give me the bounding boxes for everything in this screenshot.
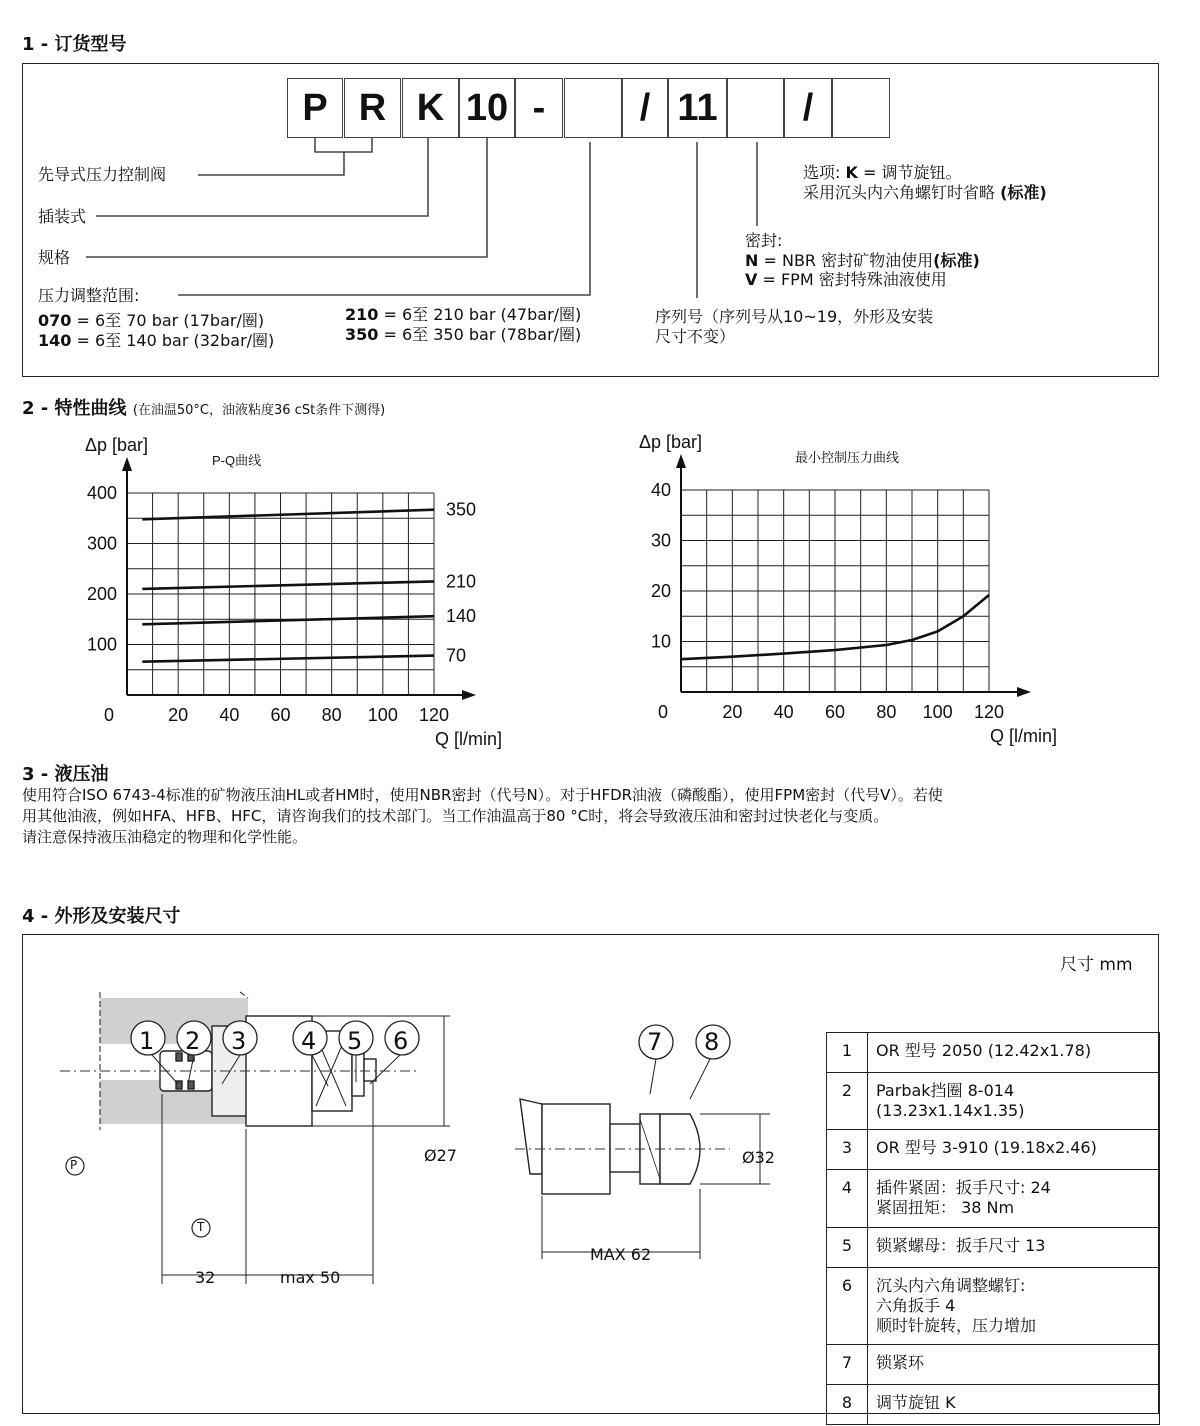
knob-version-drawing [520,1099,700,1194]
label-series-2: 尺寸不变） [655,327,736,346]
part-description: 锁紧螺母：扳手尺寸 13 [868,1228,1160,1268]
chart-title: 最小控制压力曲线 [795,450,900,465]
range-210: 210 = 6至 210 bar (47bar/圈) [345,305,582,324]
series-label-70: 70 [446,645,467,666]
x-axis-arrow [462,690,476,700]
part-description: OR 型号 3-910 (19.18x2.46) [868,1130,1160,1170]
x-tick-label: 0 [103,705,115,725]
x-tick-label: 120 [973,702,1005,722]
parts-row-5 [827,1228,1160,1268]
parts-row-1 [827,1033,1160,1073]
part-number: 2 [827,1073,868,1130]
part-description: 沉头内六角调整螺钉: 六角扳手 4 顺时针旋转，压力增加 [868,1268,1160,1345]
parts-row-4 [827,1170,1160,1228]
x-axis-label: Q [l/min] [434,729,502,749]
parts-table [826,1032,1160,1425]
dim-d27: Ø27 [424,1146,457,1165]
y-axis-label: Δp [bar] [85,435,149,455]
pq-chart [0,420,560,750]
section3-title: 3 - 液压油 [22,764,109,785]
label-pressure-range: 压力调整范围: [38,286,140,305]
part-description: 锁紧环 [868,1345,1160,1385]
oil-text-line2: 用其他油液，例如HFA、HFB、HFC，请咨询我们的技术部门。当工作油温高于80 °C时，将会导致液压油和密封过快老化与变质。 [22,807,889,825]
part-description: OR 型号 2050 (12.42x1.78) [868,1033,1160,1073]
x-axis-label: Q [l/min] [989,726,1057,746]
y-tick-label: 20 [650,581,671,601]
y-axis-label: Δp [bar] [639,432,703,452]
port-p-label: P [70,1158,78,1172]
y-axis-arrow [676,454,686,468]
part-description: 调节旋钮 K [868,1385,1160,1425]
y-axis-arrow [122,457,132,471]
dim-max50: max 50 [280,1268,341,1287]
code-cell-5: - [515,78,563,138]
series-label-350: 350 [446,499,477,520]
y-tick-label: 200 [86,584,117,604]
dim-d32: Ø32 [742,1148,775,1167]
x-tick-label: 20 [168,705,189,725]
port-t-label: T [197,1220,205,1234]
x-tick-label: 20 [722,702,743,722]
callout-3: 3 [231,1027,247,1055]
x-tick-label: 100 [922,702,953,722]
label-cartridge: 插装式 [38,207,87,226]
x-tick-label: 0 [657,702,669,722]
dimension-drawing [0,934,820,1414]
part-number: 6 [827,1268,868,1345]
part-number: 7 [827,1345,868,1385]
chart-grid [127,493,434,695]
x-tick-label: 80 [321,705,342,725]
oil-text-line3: 请注意保持液压油稳定的物理和化学性能。 [22,828,308,846]
x-tick-label: 80 [876,702,897,722]
y-tick-label: 30 [650,530,671,551]
dim-max62: MAX 62 [590,1245,652,1264]
part-number: 8 [827,1385,868,1425]
parts-row-6 [827,1268,1160,1345]
min-pressure-chart [600,420,1100,750]
y-tick-label: 400 [86,483,117,503]
seal-n: N = NBR 密封矿物油使用(标准) [745,251,980,270]
part-description: Parbak挡圈 8-014 (13.23x1.14x1.35) [868,1073,1160,1130]
y-tick-label: 300 [86,533,117,554]
x-tick-label: 40 [773,702,794,722]
x-tick-label: 60 [270,705,291,725]
option-k: 选项: K = 调节旋钮。 [803,163,962,182]
callout-1: 1 [139,1027,155,1055]
range-140: 140 = 6至 140 bar (32bar/圈) [38,331,275,350]
callout-5: 5 [347,1027,363,1055]
parts-row-3 [827,1130,1160,1170]
section4-title: 4 - 外形及安装尺寸 [22,906,181,927]
series-label-140: 140 [446,606,477,627]
callout-8: 8 [704,1028,720,1056]
code-cell-7: / [622,78,668,138]
x-tick-label: 100 [367,705,398,725]
series-label-210: 210 [446,571,477,592]
code-cell-2: R [344,78,401,138]
range-350: 350 = 6至 350 bar (78bar/圈) [345,325,582,344]
chart-title: P-Q曲线 [212,453,262,468]
code-cell-1: P [287,78,343,138]
x-tick-label: 60 [824,702,846,722]
hydraulic-oil-text [22,785,1172,848]
series-line-70 [142,656,434,662]
parts-row-7 [827,1345,1160,1385]
x-tick-label: 120 [418,705,450,725]
chart-grid [681,490,989,692]
unit-label: 尺寸 mm [1060,955,1133,975]
callout-7: 7 [647,1028,663,1056]
y-tick-label: 100 [86,634,117,655]
code-cell-8: 11 [668,78,727,138]
section2-title: 2 - 特性曲线 (在油温50°C，油液粘度36 cSt条件下测得) [22,398,386,419]
part-description: 插件紧固：扳手尺寸: 24 紧固扭矩： 38 Nm [868,1170,1160,1228]
y-tick-label: 40 [650,480,671,500]
series-line-210 [142,581,434,589]
section1-title: 1 - 订货型号 [22,34,127,55]
series-line-140 [142,616,434,624]
option-line2: 采用沉头内六角螺钉时省略 (标准) [803,183,1047,202]
oil-text-line1: 使用符合ISO 6743-4标准的矿物液压油HL或者HM时，使用NBR密封（代号N）。对于HFDR油液（磷酸酯），使用FPM密封（代号V）。若使 [22,786,943,804]
code-cell-3: K [402,78,459,138]
label-size: 规格 [38,248,71,267]
y-tick-label: 10 [650,631,671,652]
part-number: 4 [827,1170,868,1228]
callout-6: 6 [393,1027,409,1055]
part-number: 1 [827,1033,868,1073]
code-cell-4: 10 [459,78,515,138]
code-cell-10: / [784,78,832,138]
dim-32: 32 [195,1268,216,1287]
part-number: 5 [827,1228,868,1268]
parts-row-8 [827,1385,1160,1425]
range-070: 070 = 6至 70 bar (17bar/圈) [38,311,265,330]
label-pilot-valve: 先导式压力控制阀 [38,165,167,184]
seal-v: V = FPM 密封特殊油液使用 [745,270,947,289]
callout-4: 4 [301,1027,317,1055]
x-tick-label: 40 [219,705,240,725]
parts-row-2 [827,1073,1160,1130]
label-seal-title: 密封: [745,231,783,250]
part-number: 3 [827,1130,868,1170]
callout-2: 2 [185,1027,201,1055]
x-axis-arrow [1017,687,1031,697]
label-series-1: 序列号（序列号从10~19，外形及安装 [655,307,934,326]
